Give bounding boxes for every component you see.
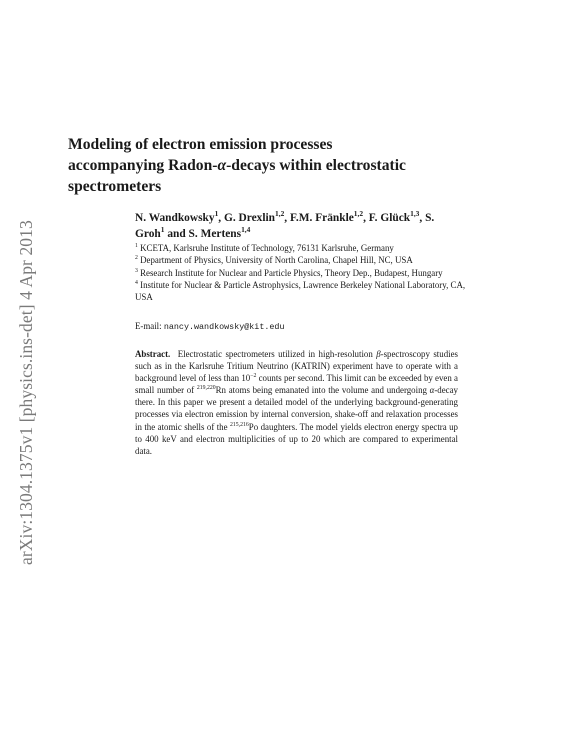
affiliation-item [135, 254, 480, 266]
email-label: E-mail: [135, 321, 162, 331]
email-link[interactable]: nancy.wandkowsky@kit.edu [163, 322, 285, 332]
author-name: F.M. Fränkle [289, 212, 354, 224]
title-line-3: spectrometers [68, 178, 162, 195]
abstract-text: -decay there. In this paper we present a detailed model of the underlying background-generating processes via electron emission by internal conversion, shake-off and relaxation processes in the atomic shells of the [135, 385, 458, 432]
author-name: S. Mertens [188, 228, 242, 240]
author-affiliation-mark: 1,2 [353, 209, 364, 219]
abstract-text: Electrostatic spectrometers utilized in high-resolution [177, 349, 377, 359]
abstract-text: counts per second. This limit can be exceeded by even a small number of [135, 373, 458, 396]
beta-symbol: β [376, 349, 381, 359]
affiliation-text: Institute for Nuclear & Particle Astrophysics, Lawrence Berkeley National Laboratory, CA, USA [135, 279, 466, 303]
affiliation-item [135, 242, 480, 254]
abstract-text: Po daughters. The model yields electron energy spectra up to 400 keV and electron multiplicities of up to 20 which are compared to experimental data. [135, 421, 458, 456]
abstract [135, 348, 458, 457]
affiliation-text: Department of Physics, University of North Carolina, Chapel Hill, NC, USA [140, 255, 413, 266]
affiliation-item [135, 267, 480, 279]
author-affiliation-mark: 1 [214, 209, 219, 219]
author-affiliation-mark: 1,4 [241, 225, 251, 235]
author-affiliation-mark: 1,3 [410, 209, 420, 219]
abstract-heading: Abstract. [135, 349, 171, 359]
title-line-2-pre: accompanying Radon- [68, 157, 218, 174]
isotope-mass-number: 219,220 [196, 385, 216, 392]
author-name: G. Drexlin [223, 212, 276, 224]
title-line-1: Modeling of electron emission processes [68, 136, 333, 153]
affiliation-number: 3 [135, 267, 138, 274]
alpha-symbol: α [429, 385, 435, 396]
affiliation-text: Research Institute for Nuclear and Particle Physics, Theory Dep., Budapest, Hungary [140, 267, 443, 278]
contact-email [135, 320, 284, 333]
affiliation-item [135, 279, 480, 304]
affiliation-number: 1 [135, 243, 138, 250]
author-name: S. [425, 212, 435, 224]
arxiv-identifier-stamp: arXiv:1304.1375v1 [physics.ins-det] 4 Apr 2013 [16, 220, 36, 565]
title-alpha-symbol: α [217, 157, 227, 174]
author-list: N. Wandkowsky$^1$, G. Drexlin$^{1,2}$, F.M. Fränkle$^{1,2}$, F. Glück$^{1,3}$, S. Groh$^1$ and S. Mertens$^{1,4}$ [135, 209, 435, 240]
paper-title [68, 134, 488, 197]
abstract-text: Rn atoms being emanated into the volume and undergoing [215, 385, 430, 396]
author-conjunction: and [167, 228, 186, 240]
author-affiliation-mark: 1 [160, 225, 165, 235]
affiliation-list [135, 242, 480, 303]
isotope-mass-number: 215,216 [230, 421, 249, 428]
affiliation-number: 2 [135, 255, 138, 262]
affiliation-text: KCETA, Karlsruhe Institute of Technology, 76131 Karlsruhe, Germany [140, 243, 394, 253]
author-name: F. Glück [368, 212, 411, 224]
author-affiliation-mark: 1,2 [275, 209, 285, 219]
author-name: Groh [135, 228, 161, 240]
exponent: −2 [250, 373, 257, 380]
affiliation-number: 4 [135, 279, 138, 286]
author-name: N. Wandkowsky [135, 212, 215, 224]
title-line-2-post: -decays within electrostatic [226, 157, 406, 174]
abstract-text: -spectroscopy studies such as in the Karlsruhe Tritium Neutrino (KATRIN) experiment have to operate with a background level of less than 10 [135, 349, 459, 384]
